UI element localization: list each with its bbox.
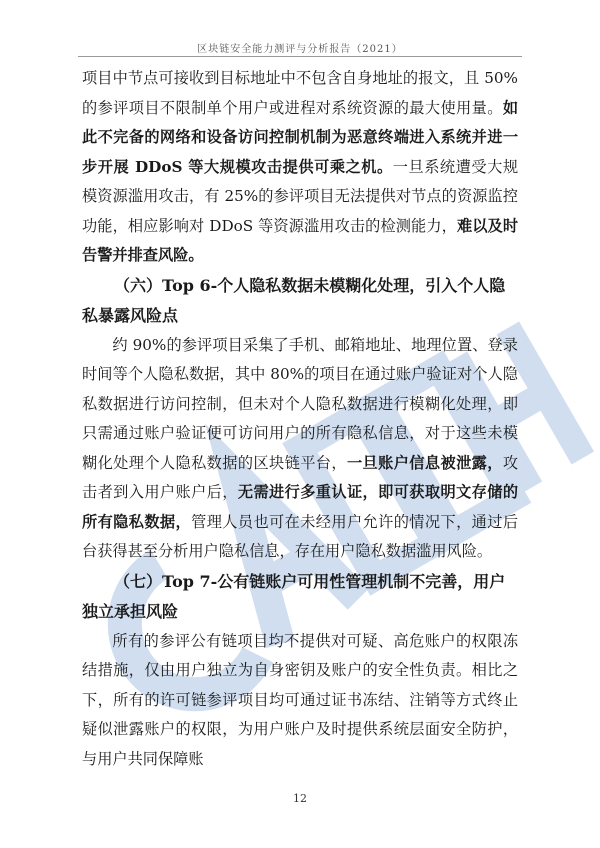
body-text: 约 90%的参评项目采集了手机、邮箱地址、地理位置、登录时间等个人隐私数据，其中 80%的项目在通过账户验证对个人隐私数据进行访问控制，但未对个人隐私数据进行模糊化处理，即只需通过账户验证便可访问用户的所有隐私信息，对于这些未模糊化处理个人隐私数据的区块链平台，	[82, 335, 518, 472]
emphasis-text: 无需进行多重认证，即可获取明文存储的所有隐私数据，	[82, 483, 519, 531]
emphasis-text: 难以及时告警并排查风险。	[82, 216, 519, 264]
body-text: 一旦系统遭受大规模资源滥用攻击，有 25%的参评项目无法提供对节点的资源监控功能，相应影响对 DDoS 等资源滥用攻击的检测能力，	[82, 157, 519, 235]
section-heading: （六）Top 6-个人隐私数据未模糊化处理，引入个人隐私暴露风险点	[82, 275, 506, 325]
body-paragraph	[82, 627, 518, 775]
body-paragraph	[82, 331, 518, 567]
page-body	[82, 64, 518, 774]
emphasis-text: 如此不完备的网络和设备访问控制机制为恶意终端进入系统并进一步开展 DDoS 等大规模攻击提供可乘之机。	[82, 98, 518, 176]
body-text: 攻击者到入用户账户后，	[82, 453, 519, 501]
header-divider	[78, 56, 522, 57]
body-text: 管理人员也可在未经用户允许的情况下，通过后台获得甚至分析用户隐私信息，存在用户隐私数据滥用风险。	[82, 512, 519, 560]
section-heading: （七）Top 7-公有链账户可用性管理机制不完善，用户独立承担风险	[82, 571, 506, 621]
body-paragraph	[82, 64, 518, 271]
page-number: 12	[293, 792, 307, 805]
emphasis-text: 一旦账户信息被泄露，	[346, 453, 503, 472]
body-text: 所有的参评公有链项目均不提供对可疑、高危账户的权限冻结措施，仅由用户独立为自身密钥及账户的安全性负责。相比之下，所有的许可链参评项目均可通过证书冻结、注销等方式终止疑似泄露账户的权限，为用户账户及时提供系统层面安全防护，与用户共同保障账	[82, 631, 518, 768]
running-header: 区块链安全能力测评与分析报告（2021）	[197, 44, 403, 55]
body-text: 项目中节点可接收到目标地址中不包含自身地址的报文，且 50%的参评项目不限制单个用户或进程对系统资源的最大使用量。	[82, 69, 518, 117]
